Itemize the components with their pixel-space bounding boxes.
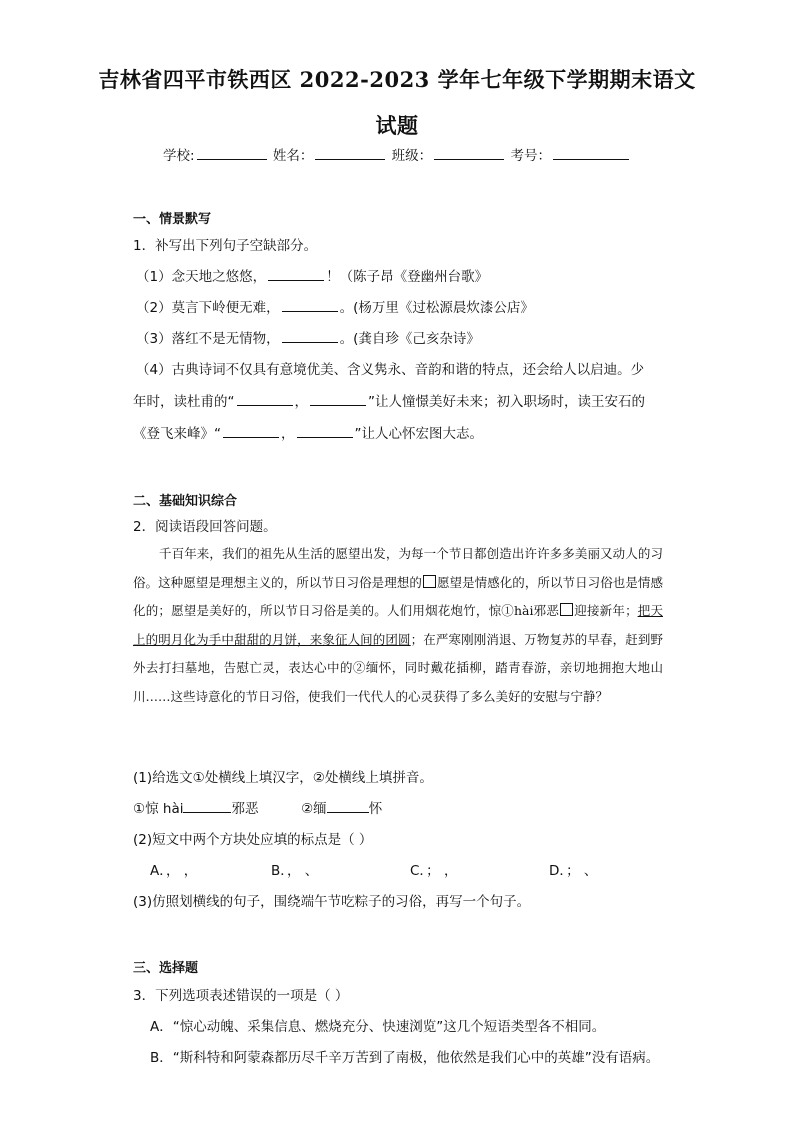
answer-blank[interactable] bbox=[237, 392, 293, 406]
q1-item-4-line2: 年时，读杜甫的“ ， ”让人憧憬美好未来；初入职场时，读王安石的 bbox=[133, 394, 645, 410]
punctuation-box bbox=[560, 603, 573, 616]
answer-blank[interactable] bbox=[268, 267, 324, 281]
answer-blank[interactable] bbox=[223, 424, 279, 438]
section-1-heading: 一、情景默写 bbox=[133, 212, 212, 227]
answer-blank[interactable] bbox=[282, 329, 338, 343]
answer-blank[interactable] bbox=[183, 799, 231, 813]
school-field[interactable] bbox=[197, 146, 267, 160]
option-b[interactable]: B．， 、 bbox=[271, 863, 319, 879]
q1-item-3: （3）落红不是无情物， 。(龚自珍《己亥杂诗》 bbox=[136, 331, 480, 347]
name-field[interactable] bbox=[315, 146, 385, 160]
option-c[interactable]: C．； ， bbox=[410, 863, 458, 879]
option-d[interactable]: D．； 、 bbox=[549, 863, 598, 879]
class-label: 班级： bbox=[391, 148, 433, 164]
section-3-heading: 三、选择题 bbox=[133, 961, 199, 976]
q2-sub-1-blanks: ①惊 hài 邪恶 ②缅 怀 bbox=[133, 801, 383, 817]
q1-item-4-line1: （4）古典诗词不仅具有意境优美、含义隽永、音韵和谐的特点，还会给人以启迪。少 bbox=[136, 362, 645, 378]
q1-item-2: （2）莫言下岭便无难， 。(杨万里《过松源晨炊漆公店》 bbox=[136, 300, 534, 316]
option-a[interactable]: A．， ， bbox=[150, 863, 198, 879]
class-field[interactable] bbox=[434, 146, 504, 160]
underlined-sentence: 把天上的明月化为手中甜甜的月饼，来象征人间的团圆 bbox=[133, 603, 663, 647]
name-label: 姓名： bbox=[272, 148, 314, 164]
punctuation-box bbox=[423, 575, 436, 588]
school-label: 学校: bbox=[163, 148, 195, 164]
q3-option-a[interactable]: A．“惊心动魄、采集信息、燃烧充分、快速浏览”这几个短语类型各不相同。 bbox=[150, 1019, 606, 1035]
student-info-row bbox=[0, 144, 794, 164]
q3-option-b[interactable]: B．“斯科特和阿蒙森都历尽千辛万苦到了南极，他依然是我们心中的英雄”没有语病。 bbox=[150, 1050, 660, 1066]
q1-item-4-line3: 《登飞来峰》“ ， ”让人心怀宏图大志。 bbox=[133, 426, 483, 442]
q2-sub-3: (3)仿照划横线的句子，围绕端午节吃粽子的习俗，再写一个句子。 bbox=[133, 894, 531, 910]
question-3-stem: 3．下列选项表述错误的一项是（ ） bbox=[133, 988, 349, 1004]
answer-blank[interactable] bbox=[282, 298, 338, 312]
section-2-heading: 二、基础知识综合 bbox=[133, 494, 238, 509]
answer-blank[interactable] bbox=[297, 424, 353, 438]
exam-title-line1: 吉林省四平市铁西区 2022-2023 学年七年级下学期期末语文 bbox=[98, 67, 696, 92]
question-1-stem: 1．补写出下列句子空缺部分。 bbox=[133, 238, 318, 254]
examno-label: 考号： bbox=[510, 148, 551, 164]
q2-sub-2: (2)短文中两个方块处应填的标点是（ ） bbox=[133, 832, 373, 848]
reading-passage: 千百年来，我们的祖先从生活的愿望出发，为每一个节日都创造出许许多多美丽又动人的习俗。这种愿望是理想主义的，所以节日习俗是理想的 愿望是情感化的，所以节日习俗也是情感化的；愿望是美好的，所以节日习俗是美的。人们用烟花炮竹，惊①hài邪恶 迎接新年；把天上的明月化为手中甜甜的月饼，来象征人间的团圆；在严寒刚刚消退、万物复苏的早春，赶到野外去打扫墓地，告慰亡灵，表达心中的②缅怀，同时戴花插柳，踏青春游，亲切地拥抱大地山川……这些诗意化的节日习俗，使我们一代代人的心灵获得了多么美好的安慰与宁静？ bbox=[133, 546, 663, 704]
answer-blank[interactable] bbox=[310, 392, 366, 406]
q2-sub-1: (1)给选文①处横线上填汉字，②处横线上填拼音。 bbox=[133, 770, 433, 786]
answer-blank[interactable] bbox=[327, 799, 369, 813]
q1-item-1: （1）念天地之悠悠， ！（陈子昂《登幽州台歌》 bbox=[136, 269, 489, 285]
question-2-stem: 2．阅读语段回答问题。 bbox=[133, 519, 277, 535]
examno-field[interactable] bbox=[553, 146, 629, 160]
exam-title-line2: 试题 bbox=[375, 113, 419, 138]
